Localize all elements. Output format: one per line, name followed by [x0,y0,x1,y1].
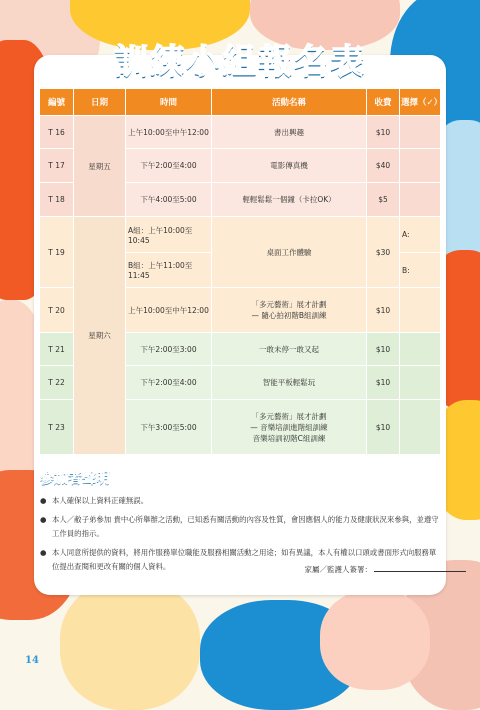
page-title: 訓練小組報名表 [114,42,366,82]
row-fee: $10 [367,366,400,400]
row-time-group-b: B組：上午11:00至11:45 [126,253,212,288]
signature-field[interactable] [374,571,466,572]
background-blob [320,590,430,690]
row-time: 上午10:00至中午12:00 [126,116,212,149]
row-activity: 桌面工作體驗 [212,217,367,288]
row-activity [212,288,367,333]
declaration-title: 參加者聲明 [40,471,110,487]
bullet-icon: ● [40,548,47,557]
table-row [40,116,441,149]
schedule-table [39,88,441,455]
row-time-group-a: A組：上午10:00至10:45 [126,217,212,253]
row-choice-cell[interactable] [400,333,441,366]
declaration-text: 本人同意所提供的資料，將用作服務單位職能及服務相關活動之用途；如有異議，本人有權以口頭或書面形式向服務單位提出查閱和更改有關的個人資料。 [52,548,437,571]
row-activity: 書出興趣 [212,116,367,149]
row-time: 上午10:00至中午12:00 [126,288,212,333]
row-time: 下午4:00至5:00 [126,183,212,217]
row-code: T 17 [40,149,74,183]
header-choice: 選擇（✓） [400,89,441,116]
row-choice-cell[interactable] [400,149,441,183]
row-choice-cell[interactable] [400,288,441,333]
activity-line: 「多元藝術」展才計劃 [251,411,327,421]
declaration-item [40,513,440,541]
row-time: 下午2:00至3:00 [126,333,212,366]
declaration-section [40,468,440,579]
row-fee: $40 [367,149,400,183]
row-activity [212,400,367,455]
row-fee: $10 [367,400,400,455]
row-day: 星期五 [74,116,126,217]
activity-line: — 音樂培訓進階組訓練 [250,422,328,432]
header-date: 日期 [74,89,126,116]
activity-line: — 隨心拍初階B組訓練 [251,311,327,320]
choice-b-cell[interactable]: B: [400,253,441,288]
row-code: T 22 [40,366,74,400]
activity-line: 「多元藝術」展才計劃 [251,300,327,309]
declaration-text: 本人確保以上資料正確無誤。 [52,496,149,505]
row-code: T 23 [40,400,74,455]
header-time: 時間 [126,89,212,116]
row-fee: $10 [367,333,400,366]
row-code: T 18 [40,183,74,217]
activity-line: 音樂培訓初階C組訓練 [252,433,326,443]
background-blob [60,580,200,710]
row-choice-cell[interactable] [400,366,441,400]
row-time: 下午2:00至4:00 [126,149,212,183]
signature-row [305,564,467,575]
row-activity: 一敢未停一敢又起 [212,333,367,366]
bullet-icon: ● [40,496,47,505]
choice-a-cell[interactable]: A: [400,217,441,253]
row-fee: $10 [367,116,400,149]
row-code: T 19 [40,217,74,288]
header-code: 編號 [40,89,74,116]
row-code: T 21 [40,333,74,366]
header-fee: 收費 [367,89,400,116]
row-fee: $30 [367,217,400,288]
row-time: 下午2:00至4:00 [126,366,212,400]
row-choice-cell[interactable] [400,400,441,455]
row-choice-cell[interactable] [400,183,441,217]
row-code: T 16 [40,116,74,149]
declaration-text: 本人／敝子弟參加 貴中心所舉辦之活動，已知悉有關活動的內容及性質，會因應個人的能力及健康狀況來參與，並遵守工作員的指示。 [52,515,439,538]
row-fee: $10 [367,288,400,333]
header-activity: 活動名稱 [212,89,367,116]
row-day: 星期六 [74,217,126,455]
row-activity: 電影傳真機 [212,149,367,183]
page-number: 14 [25,655,39,666]
table-header-row [40,89,441,116]
row-code: T 20 [40,288,74,333]
signature-label: 家屬／監護人簽署： [304,565,372,574]
table-row [40,217,441,253]
row-fee: $5 [367,183,400,217]
row-choice-cell[interactable] [400,116,441,149]
row-activity: 智能平板輕鬆玩 [212,366,367,400]
row-time: 下午3:00至5:00 [126,400,212,455]
bullet-icon: ● [40,515,47,524]
declaration-item [40,494,440,508]
row-activity: 輕輕鬆鬆一個鐘（卡拉OK） [212,183,367,217]
